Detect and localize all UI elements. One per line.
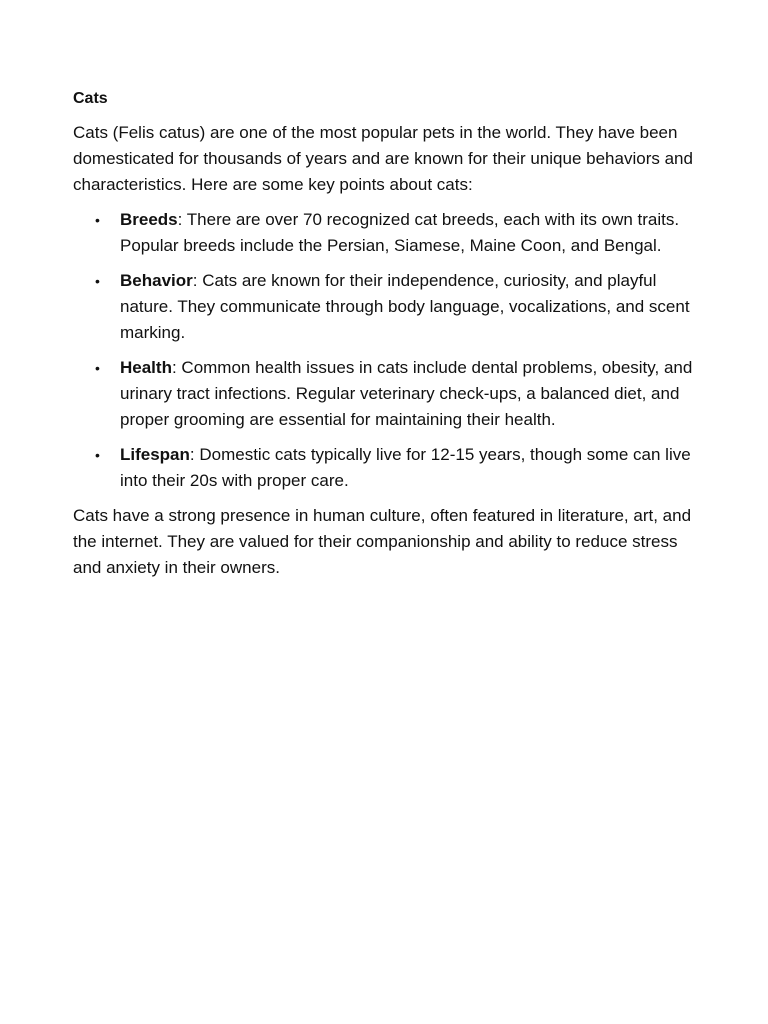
key-points-list bbox=[73, 207, 698, 494]
list-item-lifespan bbox=[73, 442, 698, 494]
document-title: Cats bbox=[73, 90, 108, 107]
text-health: : Common health issues in cats include dental problems, obesity, and urinary tract infections. Regular veterinary check-ups, a balanced diet, and proper grooming are essential for maintaining their health. bbox=[120, 358, 693, 429]
term-breeds: Breeds bbox=[120, 210, 178, 229]
text-behavior: : Cats are known for their independence, curiosity, and playful nature. They communicate through body language, vocalizations, and scent marking. bbox=[120, 271, 690, 342]
conclusion-paragraph: Cats have a strong presence in human culture, often featured in literature, art, and the internet. They are valued for their companionship and ability to reduce stress and anxiety in their owners. bbox=[73, 506, 692, 577]
text-lifespan: : Domestic cats typically live for 12-15 years, though some can live into their 20s with proper care. bbox=[120, 445, 691, 490]
bullet-icon: • bbox=[95, 212, 100, 228]
term-health: Health bbox=[120, 358, 172, 377]
text-breeds: : There are over 70 recognized cat breeds, each with its own traits. Popular breeds include the Persian, Siamese, Maine Coon, and Bengal. bbox=[120, 210, 680, 255]
list-item-health bbox=[73, 355, 698, 433]
term-behavior: Behavior bbox=[120, 271, 193, 290]
term-lifespan: Lifespan bbox=[120, 445, 190, 464]
bullet-icon: • bbox=[95, 447, 100, 463]
bullet-icon: • bbox=[95, 360, 100, 376]
list-item-behavior bbox=[73, 268, 698, 346]
list-item-breeds bbox=[73, 207, 698, 259]
document-page bbox=[73, 86, 698, 590]
bullet-icon: • bbox=[95, 273, 100, 289]
intro-paragraph: Cats (Felis catus) are one of the most popular pets in the world. They have been domesticated for thousands of years and are known for their unique behaviors and characteristics. Here are some key points about cats: bbox=[73, 123, 693, 194]
